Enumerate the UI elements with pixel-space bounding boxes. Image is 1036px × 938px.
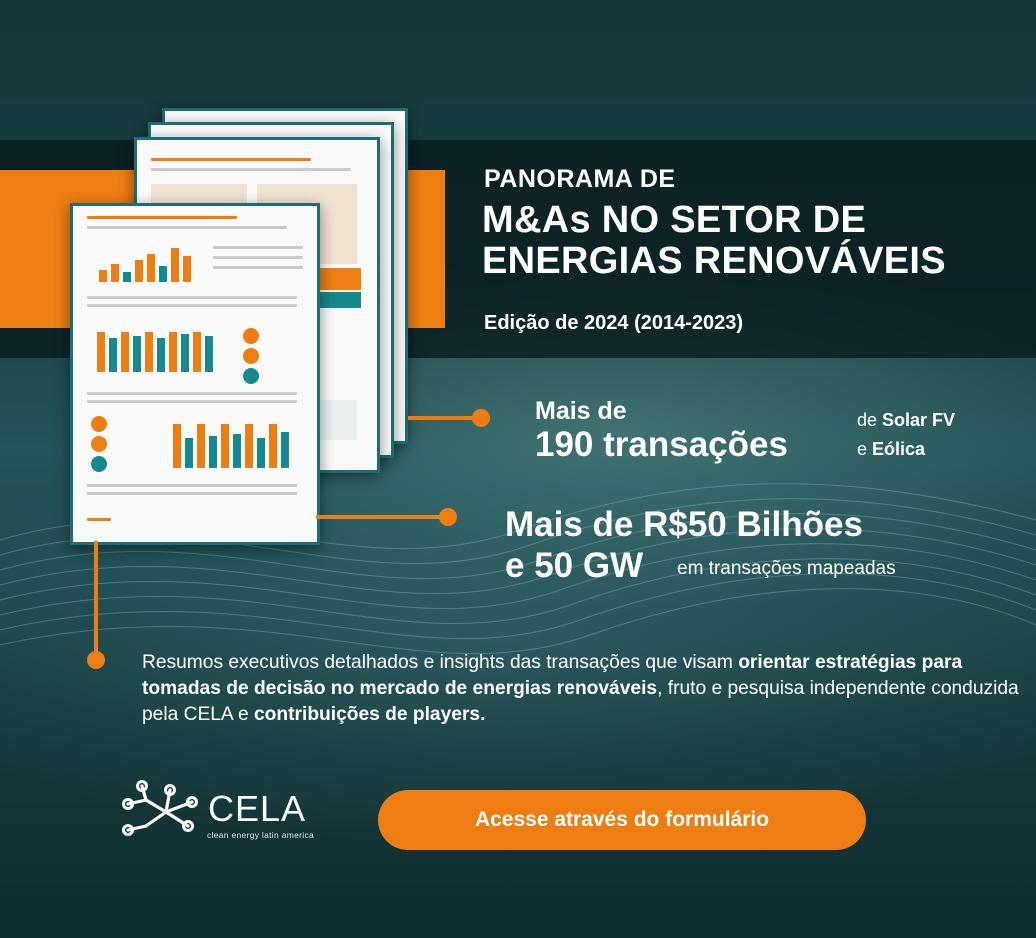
stat-transactions-source-1 — [857, 410, 955, 431]
connector-line-1 — [408, 416, 480, 420]
headline-kicker: PANORAMA DE — [484, 165, 676, 193]
stat-transactions-prefix: Mais de — [535, 397, 627, 425]
summary-bold-1: orientar estratégias para tomadas de decisão no mercado de energias renováveis — [142, 652, 963, 699]
mini-bar-chart-2 — [93, 324, 233, 372]
mini-bar-chart-1 — [93, 242, 203, 282]
connector-dot-3 — [87, 651, 105, 669]
stat-value-line2: e 50 GW — [505, 546, 644, 585]
stat-side-solar: Solar FV — [882, 410, 956, 430]
stat-value-caption: em transações mapeadas — [677, 558, 896, 579]
connector-line-2 — [316, 515, 444, 519]
edition-label: Edição de 2024 (2014-2023) — [484, 312, 744, 334]
connector-dot-1 — [472, 409, 490, 427]
stat-transactions-value: 190 transações — [535, 425, 788, 464]
stat-side-wind: Eólica — [872, 439, 926, 459]
headline-title — [482, 200, 946, 282]
brand-tagline: clean energy latin america — [207, 830, 315, 840]
summary-text-2: , fruto e pesquisa independente conduzida pela CELA e — [142, 678, 1019, 725]
summary-bold-2: contribuições de players. — [254, 704, 486, 725]
connector-dot-2 — [439, 508, 457, 526]
headline-title-line2: ENERGIAS RENOVÁVEIS — [482, 240, 946, 282]
stat-side-prefix-1: de — [857, 410, 883, 430]
stat-side-prefix-2: e — [857, 439, 873, 459]
summary-paragraph — [142, 650, 1022, 728]
mini-bar-chart-3 — [169, 418, 299, 468]
report-page-front — [70, 203, 320, 545]
stat-transactions-source-2 — [857, 439, 925, 460]
connector-line-3 — [94, 541, 98, 659]
headline-title-line1: M&As NO SETOR DE — [482, 199, 867, 241]
summary-text-1: Resumos executivos detalhados e insights das transações que visam — [142, 652, 739, 673]
brand-name: CELA — [208, 788, 307, 829]
stat-value-line1: Mais de R$50 Bilhões — [505, 505, 863, 544]
access-form-button[interactable]: Acesse através do formulário — [378, 790, 866, 850]
